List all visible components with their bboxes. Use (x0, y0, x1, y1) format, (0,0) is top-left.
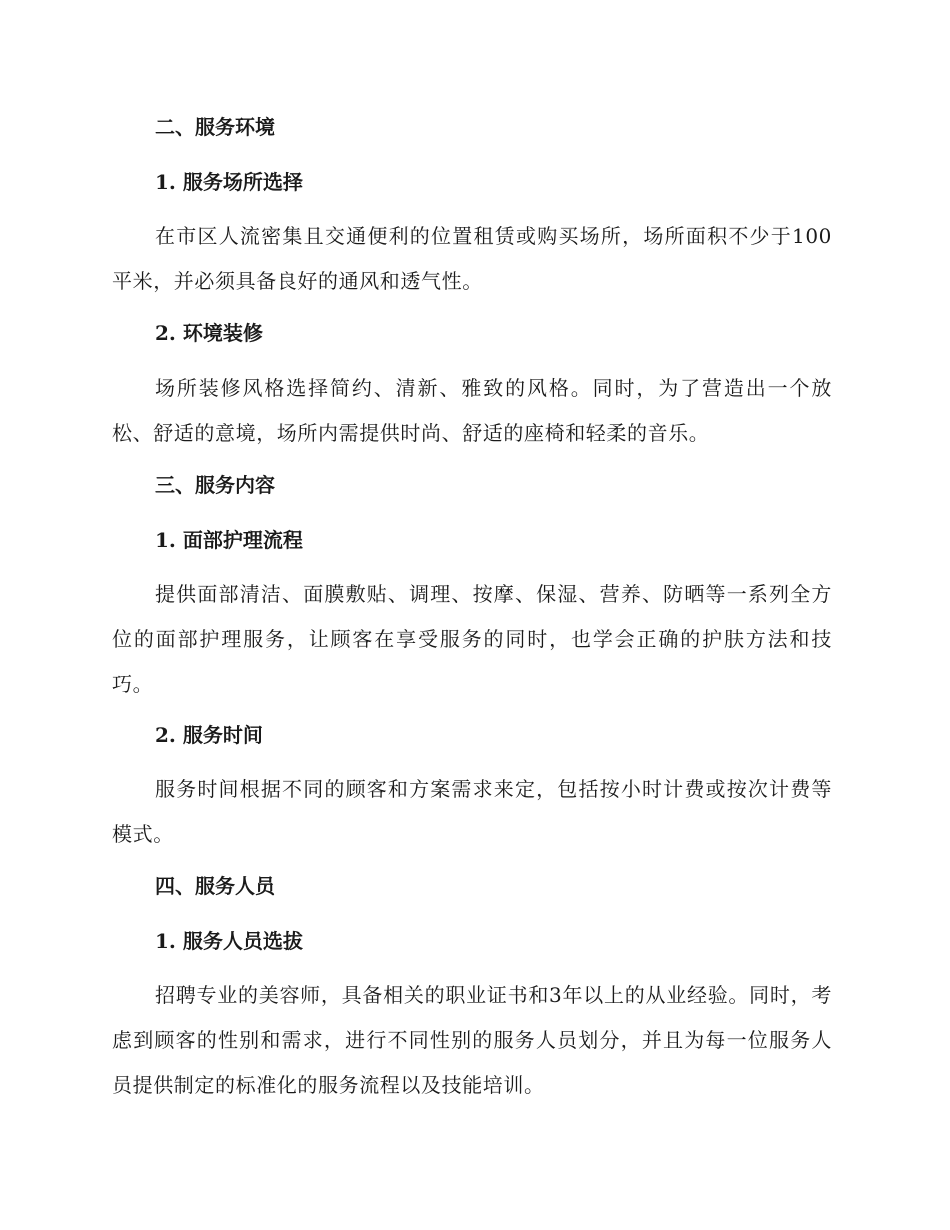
subheading-facial-process: 1. 面部护理流程 (155, 528, 303, 552)
paragraph-service-time: 服务时间根据不同的顾客和方案需求来定，包括按小时计费或按次计费等模式。 (112, 777, 832, 846)
subheading-venue-selection: 1. 服务场所选择 (155, 170, 303, 194)
section-heading-service-content: 三、服务内容 (155, 473, 275, 497)
paragraph-decoration: 场所装修风格选择简约、清新、雅致的风格。同时，为了营造出一个放松、舒适的意境，场所内需提供时尚、舒适的座椅和轻柔的音乐。 (112, 376, 832, 445)
paragraph-facial-process: 提供面部清洁、面膜敷贴、调理、按摩、保湿、营养、防晒等一系列全方位的面部护理服务，让顾客在享受服务的同时，也学会正确的护肤方法和技巧。 (112, 582, 832, 696)
paragraph-venue-selection: 在市区人流密集且交通便利的位置租赁或购买场所，场所面积不少于100平米，并必须具备良好的通风和透气性。 (112, 224, 832, 293)
subheading-decoration: 2. 环境装修 (155, 321, 263, 345)
subheading-service-time: 2. 服务时间 (155, 723, 263, 747)
section-heading-service-staff: 四、服务人员 (155, 874, 275, 898)
paragraph-staff-selection: 招聘专业的美容师，具备相关的职业证书和3年以上的从业经验。同时，考虑到顾客的性别和需求，进行不同性别的服务人员划分，并且为每一位服务人员提供制定的标准化的服务流程以及技能培训。 (112, 983, 832, 1097)
subheading-staff-selection: 1. 服务人员选拔 (155, 929, 303, 953)
section-heading-service-environment: 二、服务环境 (155, 115, 275, 139)
